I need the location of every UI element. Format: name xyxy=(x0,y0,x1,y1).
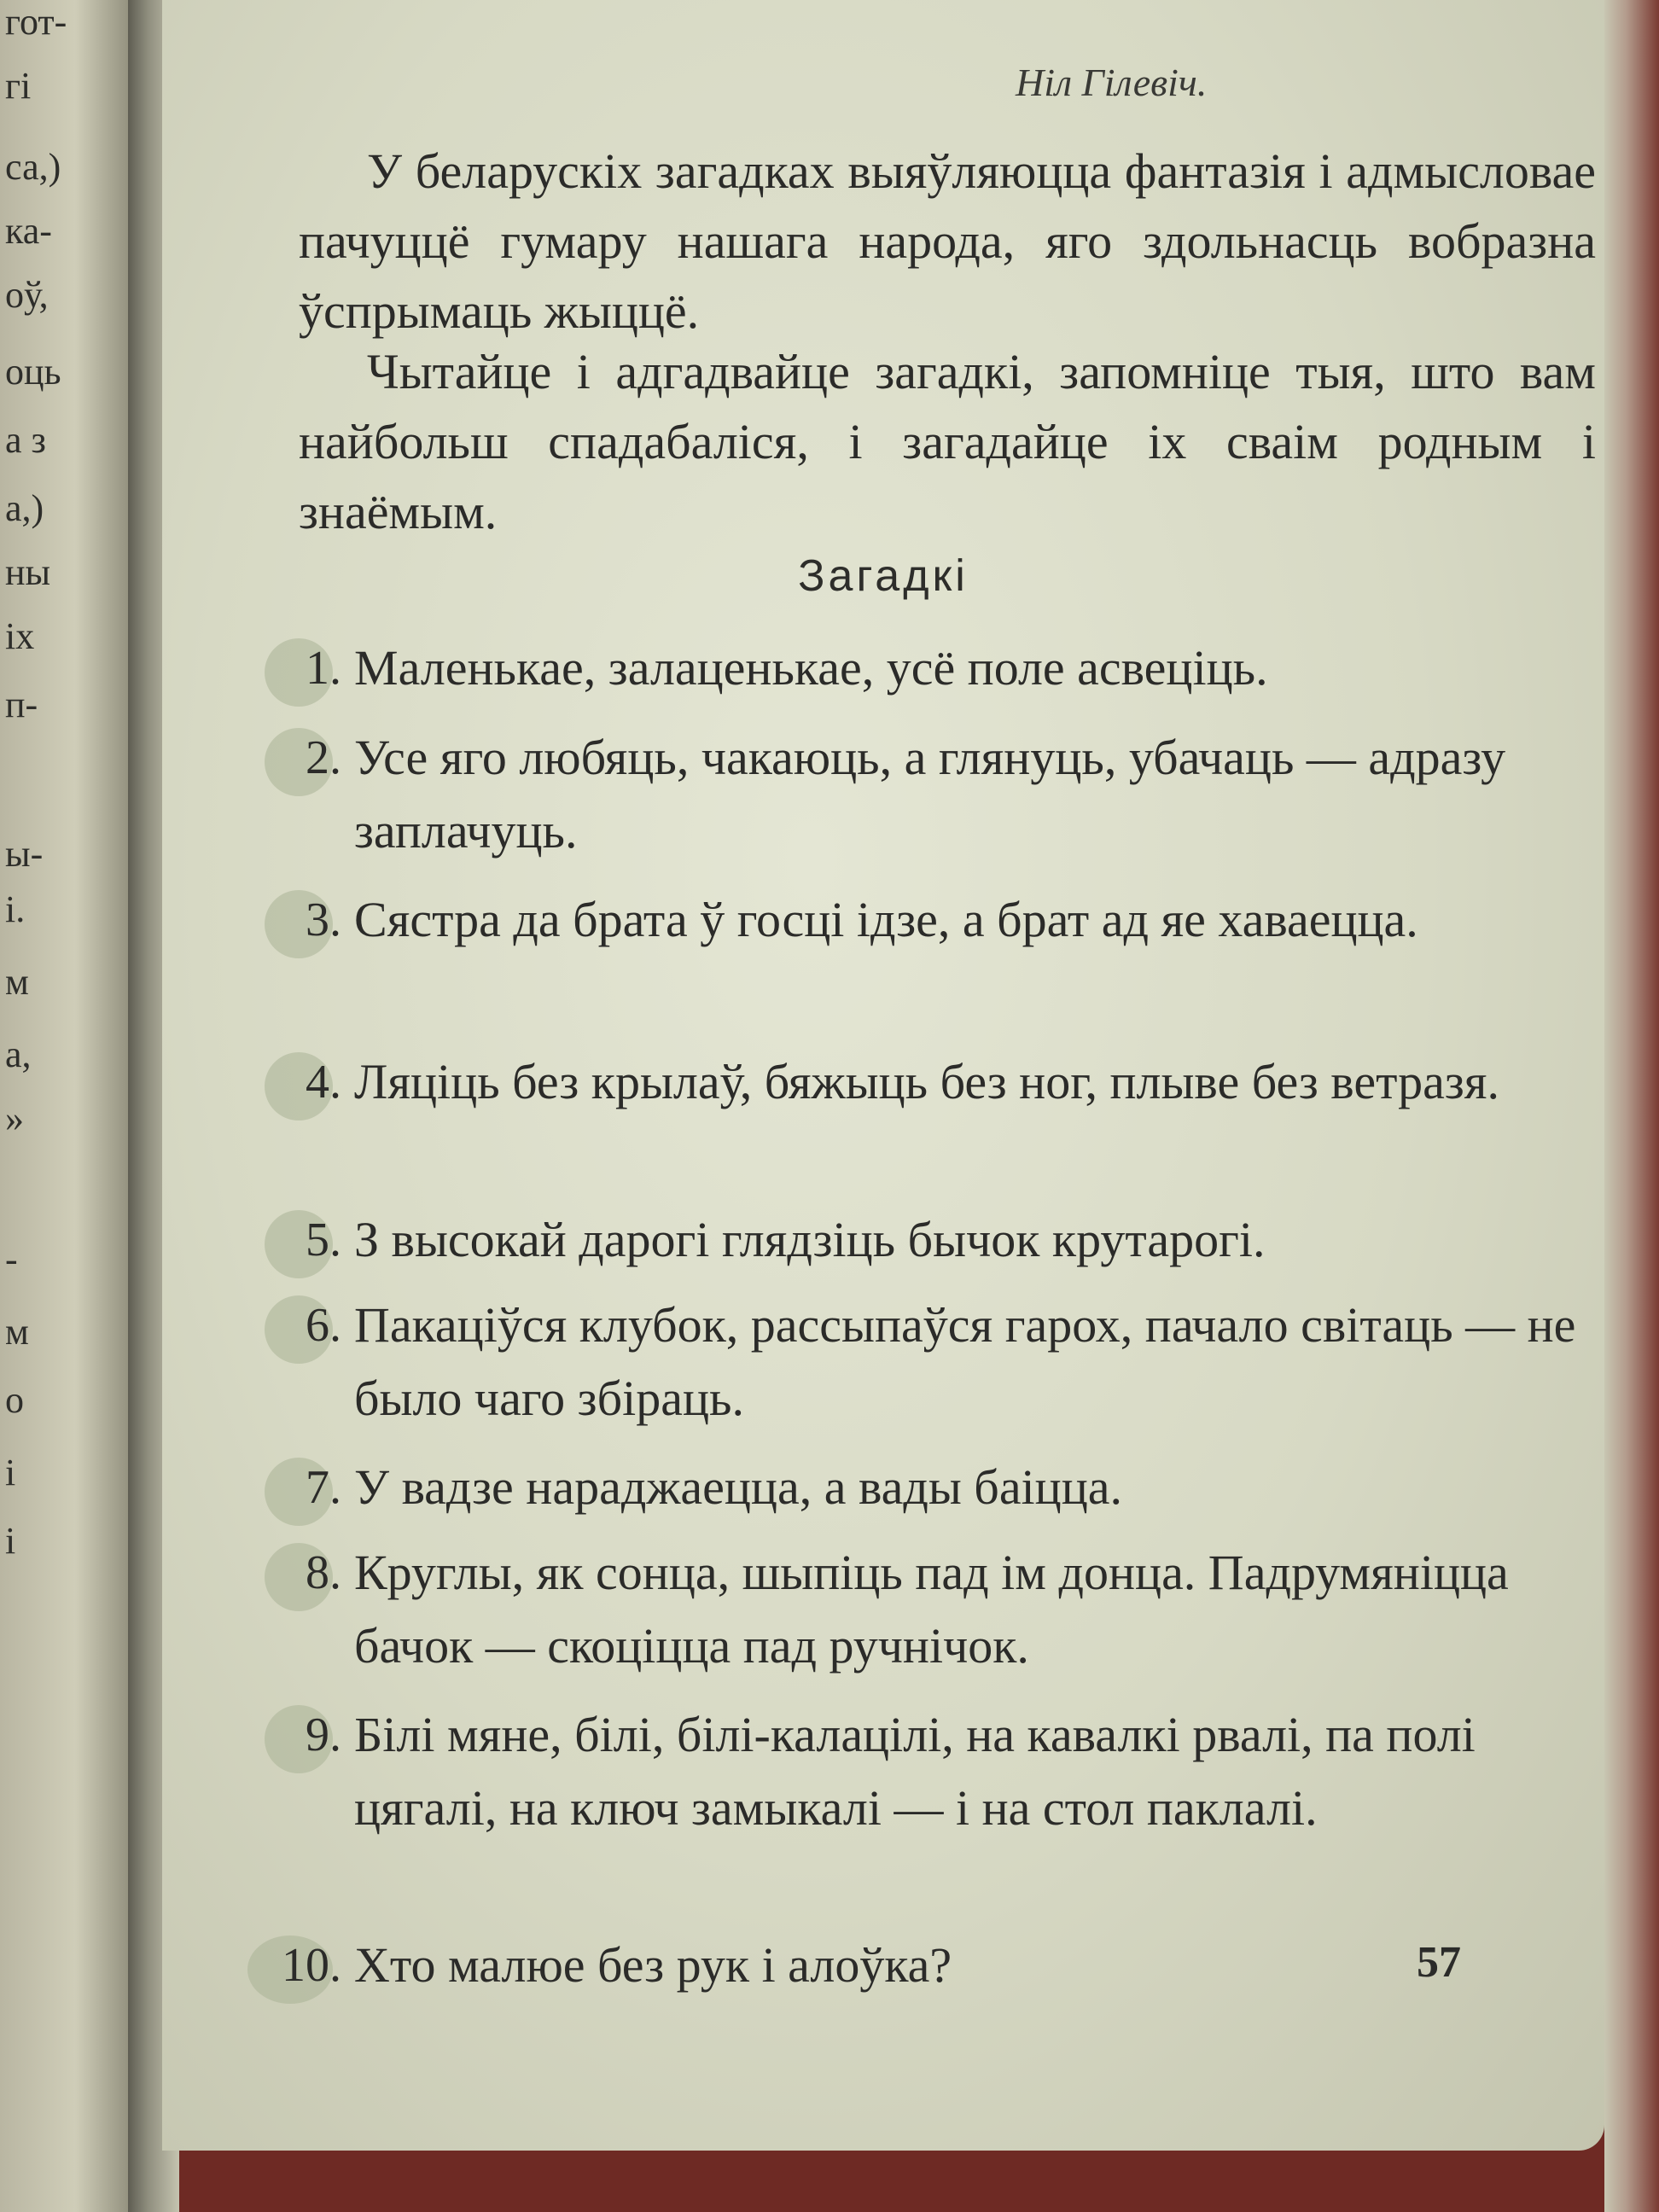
left-page-fragment: - xyxy=(5,1238,18,1280)
riddle-text: З высокай дарогі глядзіць бычок крутарогі. xyxy=(354,1212,1266,1267)
riddle-number: 4. xyxy=(306,1056,341,1109)
riddle-text: Хто малюе без рук і алоўка? xyxy=(354,1937,952,1993)
riddle-number: 1. xyxy=(306,642,341,695)
left-page-fragment: » xyxy=(5,1097,24,1139)
left-page-fragment: гот- xyxy=(5,1,67,43)
left-page-fragment: а,) xyxy=(5,487,44,529)
instruction-paragraph: Чытайце і адгадвайце загадкі, запомніце тыя, што вам найбольш спадабаліся, і загадайце іх сваім родным і знаёмым. xyxy=(299,344,1596,539)
riddle-number: 9. xyxy=(306,1708,341,1761)
left-page-fragment: м xyxy=(5,1311,29,1353)
riddle-number: 7. xyxy=(306,1461,341,1514)
riddle-number: 6. xyxy=(306,1299,341,1352)
riddle-text: Круглы, як сонца, шыпіць пад ім донца. Падрумяніцца бачок — скоціцца пад ручнічок. xyxy=(354,1545,1509,1674)
riddle-text: Усе яго любяць, чакаюць, а глянуць, убачаць — адразу заплачуць. xyxy=(354,730,1506,859)
riddle-text: Маленькае, залаценькае, усё поле асвеціць. xyxy=(354,640,1268,696)
left-page-fragment: а з xyxy=(5,419,46,461)
left-page-fragment: оў, xyxy=(5,274,49,316)
riddle-number: 2. xyxy=(306,731,341,784)
riddle-text: У вадзе нараджаецца, а вады баіцца. xyxy=(354,1459,1122,1515)
left-page-fragment: гі xyxy=(5,65,32,107)
page-edge xyxy=(1604,0,1659,2212)
left-page-edge xyxy=(0,0,137,2212)
left-page-fragment: іх xyxy=(5,615,35,657)
left-page-fragment: і xyxy=(5,1520,16,1562)
left-page-fragment: і. xyxy=(5,888,26,930)
left-page-fragment: са,) xyxy=(5,146,61,188)
left-page-fragment: і xyxy=(5,1452,16,1493)
left-page-fragment: м xyxy=(5,961,29,1003)
riddle-text: Ляціць без крылаў, бяжыць без ног, плыве без ветразя. xyxy=(354,1054,1499,1109)
left-page-fragment: ка- xyxy=(5,210,52,252)
section-heading: Загадкі xyxy=(798,551,969,601)
riddle-number: 10. xyxy=(282,1939,341,1992)
riddle-text: Білі мяне, білі, білі-калацілі, на кавалкі рвалі, па полі цягалі, на ключ замыкалі — і на стол паклалі. xyxy=(354,1707,1476,1836)
page-number: 57 xyxy=(1417,1938,1461,1987)
left-page-fragment: ны xyxy=(5,551,51,593)
left-page-fragment: оць xyxy=(5,351,61,393)
left-page-fragment: п- xyxy=(5,684,38,725)
left-page-fragment: ы- xyxy=(5,833,44,875)
book-page xyxy=(162,0,1604,2151)
riddle-text: Сястра да брата ў госці ідзе, а брат ад яе хаваецца. xyxy=(354,892,1418,947)
left-page-fragment: о xyxy=(5,1379,24,1421)
riddle-number: 5. xyxy=(306,1214,341,1266)
left-page-fragment: а, xyxy=(5,1033,32,1075)
riddle-number: 3. xyxy=(306,894,341,946)
intro-paragraph: У беларускіх загадках выяўляюцца фантазія і адмысловае пачуццё гумару нашага народа, яго здольнасць вобразна ўспрымаць жыццё. xyxy=(299,143,1596,339)
author-name: Ніл Гілевіч. xyxy=(1016,61,1208,104)
riddle-text: Пакаціўся клубок, рассыпаўся гарох, пачало світаць — не было чаго збіраць. xyxy=(354,1297,1576,1426)
riddle-number: 8. xyxy=(306,1546,341,1599)
